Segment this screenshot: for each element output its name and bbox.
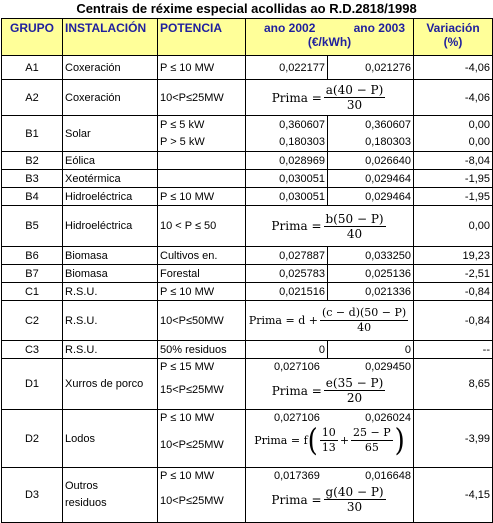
cell-instalacion: Coxeración (63, 80, 158, 116)
cell-grupo: B5 (2, 206, 63, 247)
cell-variacion: -4,06 (414, 80, 493, 116)
cell-variacion: -8,04 (414, 152, 493, 170)
cell-grupo: C2 (2, 301, 63, 341)
tariff-table (1, 18, 493, 523)
cell-ano-2002: 0,028969 (246, 152, 328, 170)
header-ano-2002: ano 2002 (264, 21, 316, 35)
cell-potencia: P ≤ 5 kW P > 5 kW (158, 116, 246, 152)
cell-variacion: 0,00 (414, 206, 493, 247)
cell-ano-2003: 0,016648 (365, 470, 411, 482)
cell-values-formula-d1 (246, 359, 414, 410)
cell-formula-c2 (246, 301, 414, 341)
cell-ano-2003: 0,025136 (328, 265, 414, 283)
cell-variacion: -1,95 (414, 188, 493, 206)
header-grupo: GRUPO (2, 19, 63, 56)
formula-c2: Prima = d + $\frac{(c - d)(50 - P)}{40}$ (248, 306, 407, 334)
cell-instalacion: Biomasa (63, 247, 158, 265)
cell-instalacion: R.S.U. (63, 283, 158, 301)
cell-potencia: P ≤ 10 MW (158, 56, 246, 80)
cell-grupo: B1 (2, 116, 63, 152)
table-row (2, 341, 493, 359)
table-row (2, 283, 493, 301)
cell-instalacion: Hidroeléctrica (63, 188, 158, 206)
cell-ano-2002: 0,025783 (246, 265, 328, 283)
cell-potencia: 50% residuos (158, 341, 246, 359)
table-row (2, 80, 493, 116)
table-row (2, 152, 493, 170)
cell-ano-2003: 0,021336 (328, 283, 414, 301)
cell-ano-2003: 0,026024 (365, 412, 411, 424)
header-variacion-unit: (%) (443, 35, 463, 49)
cell-potencia: P ≤ 10 MW (158, 283, 246, 301)
cell-potencia: 10<P≤50MW (158, 301, 246, 341)
table-row (2, 56, 493, 80)
cell-grupo: D1 (2, 359, 63, 410)
cell-instalacion: R.S.U. (63, 341, 158, 359)
table-row (2, 170, 493, 188)
cell-potencia: P ≤ 10 MW 10<P≤25MW (158, 410, 246, 468)
cell-variacion: -3,99 (414, 410, 493, 468)
cell-variacion: -0,84 (414, 283, 493, 301)
cell-instalacion: Coxeración (63, 56, 158, 80)
header-unit: (€/kWh) (307, 35, 352, 49)
table-row (2, 265, 493, 283)
cell-potencia (158, 170, 246, 188)
cell-ano-2002: 0,027106 (274, 412, 320, 424)
cell-grupo: D2 (2, 410, 63, 468)
cell-variacion: -0,84 (414, 301, 493, 341)
cell-ano-2003: 0,029450 (365, 361, 411, 373)
header-row (2, 19, 493, 56)
cell-ano-2003: 0 (328, 341, 414, 359)
table-row (2, 247, 493, 265)
cell-grupo: C1 (2, 283, 63, 301)
cell-variacion: -4,06 (414, 56, 493, 80)
cell-ano-2003: 0,021276 (328, 56, 414, 80)
cell-variacion: -4,15 (414, 468, 493, 523)
cell-ano-2003: 0,029464 (328, 188, 414, 206)
table-row (2, 116, 493, 152)
cell-potencia: 10<P≤25MW (158, 80, 246, 116)
table-row (2, 410, 493, 468)
table-row (2, 188, 493, 206)
cell-ano-2002: 0,030051 (246, 170, 328, 188)
cell-instalacion: R.S.U. (63, 301, 158, 341)
cell-values-formula-d2 (246, 410, 414, 468)
cell-ano-2003: 0,033250 (328, 247, 414, 265)
cell-ano-2002: 0,027887 (246, 247, 328, 265)
header-variacion-label: Variación (426, 21, 480, 35)
cell-ano-2002: 0,030051 (246, 188, 328, 206)
cell-variacion: 0,00 0,00 (414, 116, 493, 152)
cell-grupo: B6 (2, 247, 63, 265)
table-row (2, 468, 493, 523)
cell-grupo: D3 (2, 468, 63, 523)
cell-variacion: 8,65 (414, 359, 493, 410)
cell-variacion: -- (414, 341, 493, 359)
cell-ano-2002: 0 (246, 341, 328, 359)
cell-grupo: B7 (2, 265, 63, 283)
cell-grupo: B3 (2, 170, 63, 188)
cell-ano-2002: 0,017369 (274, 470, 320, 482)
header-potencia: POTENCIA (158, 19, 246, 56)
cell-instalacion: Xeotérmica (63, 170, 158, 188)
cell-formula-b (246, 206, 414, 247)
cell-potencia: Forestal (158, 265, 246, 283)
cell-variacion: -1,95 (414, 170, 493, 188)
cell-potencia: Cultivos en. (158, 247, 246, 265)
cell-potencia: P ≤ 15 MW 15<P≤25MW (158, 359, 246, 410)
cell-grupo: B2 (2, 152, 63, 170)
header-ano-2003: ano 2003 (353, 21, 405, 35)
cell-grupo: A1 (2, 56, 63, 80)
cell-instalacion: Outros residuos (63, 468, 158, 523)
cell-variacion: 19,23 (414, 247, 493, 265)
cell-instalacion: Xurros de porco (63, 359, 158, 410)
cell-variacion: -2,51 (414, 265, 493, 283)
formula-b: Prima = $\frac{b(50 - P)}{40}$ (271, 211, 384, 241)
cell-ano-2002: 0,360607 0,180303 (246, 116, 328, 152)
formula-d3: Prima = $\frac{g(40 - P)}{30}$ (271, 485, 384, 514)
cell-instalacion: Hidroeléctrica (63, 206, 158, 247)
cell-grupo: C3 (2, 341, 63, 359)
cell-instalacion: Lodos (63, 410, 158, 468)
cell-ano-2003: 0,360607 0,180303 (328, 116, 414, 152)
cell-ano-2003: 0,026640 (328, 152, 414, 170)
cell-potencia: 10 < P ≤ 50 (158, 206, 246, 247)
table-title: Centrais de réxime especial acollidas ao R.D.2818/1998 (76, 1, 417, 16)
cell-ano-2002: 0,021516 (246, 283, 328, 301)
cell-ano-2002: 0,027106 (274, 361, 320, 373)
header-variacion (414, 19, 493, 56)
table-row (2, 206, 493, 247)
formula-d2: Prima = f ( $\frac{10}{13}$ + $\frac{25 - P}{65}$ ) (254, 422, 405, 459)
cell-grupo: B4 (2, 188, 63, 206)
formula-a: Prima = $\frac{a(40 - P)}{30}$ (271, 83, 384, 112)
cell-grupo: A2 (2, 80, 63, 116)
cell-instalacion: Biomasa (63, 265, 158, 283)
header-years (246, 19, 414, 56)
cell-potencia: P ≤ 10 MW (158, 188, 246, 206)
header-instalacion: INSTALACIÓN (63, 19, 158, 56)
cell-formula-a (246, 80, 414, 116)
cell-ano-2002: 0,022177 (246, 56, 328, 80)
cell-ano-2003: 0,029464 (328, 170, 414, 188)
cell-instalacion: Eólica (63, 152, 158, 170)
cell-instalacion: Solar (63, 116, 158, 152)
cell-potencia: P ≤ 10 MW 10<P≤25MW (158, 468, 246, 523)
table-row (2, 301, 493, 341)
cell-potencia (158, 152, 246, 170)
formula-d1: Prima = $\frac{e(35 - P)}{20}$ (271, 376, 384, 405)
cell-values-formula-d3 (246, 468, 414, 523)
table-row (2, 359, 493, 410)
